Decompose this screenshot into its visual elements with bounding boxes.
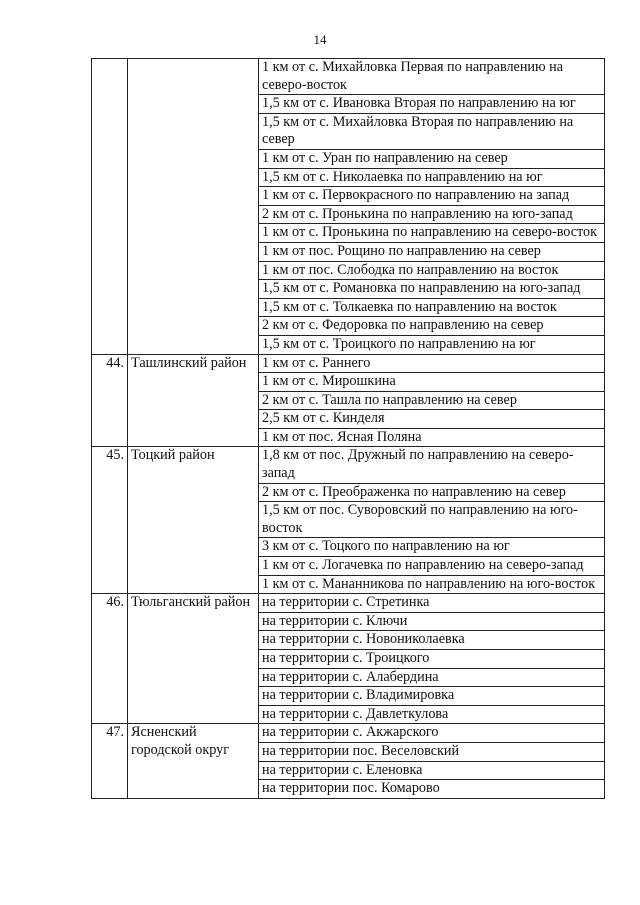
district-name: Ташлинский район (128, 354, 259, 447)
district-name: Тоцкий район (128, 447, 259, 594)
settlements-table (91, 58, 605, 799)
location-cell: на территории с. Стретинка (259, 594, 605, 613)
location-cell: на территории с. Давлеткулова (259, 705, 605, 724)
location-cell: на территории пос. Веселовский (259, 742, 605, 761)
location-cell: 1 км от с. Раннего (259, 354, 605, 373)
table-row (92, 594, 605, 613)
row-number: 44. (92, 354, 128, 447)
row-number: 45. (92, 447, 128, 594)
location-cell: 1,5 км от с. Николаевка по направлению на юг (259, 168, 605, 187)
location-cell: 1,5 км от с. Романовка по направлению на юго-запад (259, 280, 605, 299)
table-row (92, 447, 605, 483)
location-cell: 1 км от с. Первокрасного по направлению на запад (259, 187, 605, 206)
location-cell: 1 км от пос. Рощино по направлению на север (259, 242, 605, 261)
location-cell: 1,5 км от с. Толкаевка по направлению на восток (259, 298, 605, 317)
location-cell: 1,5 км от с. Ивановка Вторая по направлению на юг (259, 95, 605, 114)
table-body (92, 59, 605, 799)
table-row (92, 354, 605, 373)
location-cell: 1 км от с. Логачевка по направлению на северо-запад (259, 557, 605, 576)
page-number: 14 (313, 32, 327, 47)
location-cell: 1,5 км от пос. Суворовский по направлению на юго-восток (259, 502, 605, 538)
location-cell: на территории пос. Комарово (259, 780, 605, 799)
location-cell: на территории с. Ключи (259, 612, 605, 631)
row-number: 46. (92, 594, 128, 724)
table-row (92, 59, 605, 95)
location-cell: 1 км от с. Пронькина по направлению на северо-восток (259, 224, 605, 243)
location-cell: 1 км от с. Мирошкина (259, 373, 605, 392)
location-cell: на территории с. Новониколаевка (259, 631, 605, 650)
location-cell: на территории с. Акжарского (259, 724, 605, 743)
district-name: Тюльганский район (128, 594, 259, 724)
location-cell: на территории с. Алабердина (259, 668, 605, 687)
location-cell: 1 км от с. Михайловка Первая по направлению на северо-восток (259, 59, 605, 95)
location-cell: 1 км от с. Уран по направлению на север (259, 149, 605, 168)
location-cell: 1 км от пос. Слободка по направлению на восток (259, 261, 605, 280)
location-cell: 1,8 км от пос. Дружный по направлению на северо-запад (259, 447, 605, 483)
location-cell: 2 км от с. Ташла по направлению на север (259, 391, 605, 410)
location-cell: 3 км от с. Тоцкого по направлению на юг (259, 538, 605, 557)
location-cell: на территории с. Владимировка (259, 687, 605, 706)
location-cell: 2,5 км от с. Кинделя (259, 410, 605, 429)
district-name (128, 59, 259, 355)
district-name: Ясненский городской округ (128, 724, 259, 798)
location-cell: 1 км от пос. Ясная Поляна (259, 428, 605, 447)
location-cell: на территории с. Троицкого (259, 650, 605, 669)
location-cell: 2 км от с. Пронькина по направлению на юго-запад (259, 205, 605, 224)
table-row (92, 724, 605, 743)
location-cell: 2 км от с. Преображенка по направлению на север (259, 483, 605, 502)
location-cell: 2 км от с. Федоровка по направлению на север (259, 317, 605, 336)
location-cell: 1,5 км от с. Михайловка Вторая по направлению на север (259, 113, 605, 149)
location-cell: 1,5 км от с. Троицкого по направлению на юг (259, 335, 605, 354)
location-cell: 1 км от с. Мананникова по направлению на юго-восток (259, 575, 605, 594)
row-number (92, 59, 128, 355)
location-cell: на территории с. Еленовка (259, 761, 605, 780)
row-number: 47. (92, 724, 128, 798)
